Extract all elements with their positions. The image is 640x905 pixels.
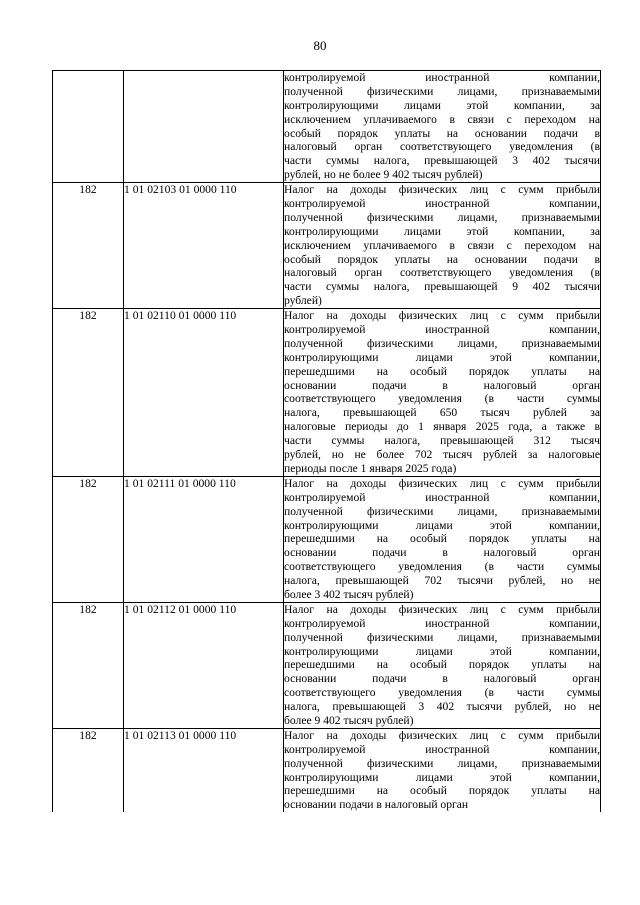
description-line: контролируемой иностранной компании, — [284, 490, 600, 504]
description-line: более 9 402 тысяч рублей) — [284, 713, 414, 727]
description-line: налога, превышающей 650 тысяч рублей за — [284, 406, 600, 420]
description-line: основании подачи в налоговый орган — [284, 672, 600, 686]
description-line: контролируемой иностранной компании, — [284, 742, 600, 756]
page-number: 80 — [313, 38, 327, 53]
description-cell — [284, 728, 601, 812]
description-line: налоговые периоды до 1 января 2025 года, а также в — [284, 420, 600, 434]
kbk-code-cell: 1 01 02111 01 0000 110 — [124, 476, 284, 602]
description-line: перешедшими на особый порядок уплаты на — [284, 784, 600, 798]
description-line: контролирующими лицами этой компании, за — [284, 224, 600, 238]
description-line: исключением уплачиваемого в связи с переходом на — [284, 112, 600, 126]
description-line: контролируемой иностранной компании, — [284, 616, 600, 630]
table-row — [53, 728, 601, 812]
table-body — [53, 71, 601, 813]
description-line: налоговый орган соответствующего уведомления (в — [284, 140, 600, 154]
description-line: части суммы налога, превышающей 3 402 тысячи — [284, 154, 600, 168]
description-line: основании подачи в налоговый орган — [284, 546, 600, 560]
description-line: перешедшими на особый порядок уплаты на — [284, 364, 600, 378]
admin-code-cell: 182 — [53, 309, 124, 477]
description-line: контролирующими лицами этой компании, за — [284, 98, 600, 112]
description-line: контролируемой иностранной компании, — [284, 71, 600, 84]
description-line: контролирующими лицами этой компании, — [284, 770, 600, 784]
description-cell — [284, 71, 601, 183]
kbk-code-cell: 1 01 02113 01 0000 110 — [124, 728, 284, 812]
description-line: основании подачи в налоговый орган — [284, 798, 469, 812]
description-line: налога, превышающей 702 тысячи рублей, но не — [284, 574, 600, 588]
admin-code-cell — [53, 71, 124, 183]
admin-code-cell: 182 — [53, 476, 124, 602]
description-line: Налог на доходы физических лиц с сумм прибыли — [284, 183, 600, 197]
description-cell — [284, 476, 601, 602]
table-row — [53, 183, 601, 309]
description-line: Налог на доходы физических лиц с сумм прибыли — [284, 309, 600, 323]
description-line: контролирующими лицами этой компании, — [284, 644, 600, 658]
description-line: части суммы налога, превышающей 312 тысяч — [284, 434, 600, 448]
table-row — [53, 309, 601, 477]
kbk-code-cell: 1 01 02112 01 0000 110 — [124, 602, 284, 728]
description-line: контролирующими лицами этой компании, — [284, 518, 600, 532]
description-cell — [284, 602, 601, 728]
description-line: полученной физическими лицами, признаваемыми — [284, 210, 600, 224]
description-line: налоговый орган соответствующего уведомления (в — [284, 266, 600, 280]
description-line: рублей, но не более 9 402 тысяч рублей) — [284, 168, 483, 182]
description-line: налога, превышающей 3 402 тысячи рублей, но не — [284, 700, 600, 714]
description-line: Налог на доходы физических лиц с сумм прибыли — [284, 602, 600, 616]
description-line: особый порядок уплаты на основании подачи в — [284, 252, 600, 266]
description-line: более 3 402 тысяч рублей) — [284, 587, 414, 601]
description-line: особый порядок уплаты на основании подачи в — [284, 126, 600, 140]
kbk-code-cell: 1 01 02103 01 0000 110 — [124, 183, 284, 309]
description-line: полученной физическими лицами, признаваемыми — [284, 630, 600, 644]
description-line: контролирующими лицами этой компании, — [284, 350, 600, 364]
description-line: соответствующего уведомления (в части суммы — [284, 392, 600, 406]
description-line: рублей) — [284, 294, 322, 308]
description-line: соответствующего уведомления (в части суммы — [284, 560, 600, 574]
kbk-code-cell — [124, 71, 284, 183]
admin-code-cell: 182 — [53, 602, 124, 728]
description-cell — [284, 183, 601, 309]
description-line: полученной физическими лицами, признаваемыми — [284, 756, 600, 770]
description-line: полученной физическими лицами, признаваемыми — [284, 504, 600, 518]
description-cell — [284, 309, 601, 477]
description-line: рублей, но не более 702 тысяч рублей за налоговые — [284, 448, 600, 462]
description-line: перешедшими на особый порядок уплаты на — [284, 658, 600, 672]
description-line: основании подачи в налоговый орган — [284, 378, 600, 392]
admin-code-cell: 182 — [53, 728, 124, 812]
description-line: Налог на доходы физических лиц с сумм прибыли — [284, 728, 600, 742]
table-row — [53, 602, 601, 728]
description-line: соответствующего уведомления (в части суммы — [284, 686, 600, 700]
description-line: исключением уплачиваемого в связи с переходом на — [284, 238, 600, 252]
description-line: контролируемой иностранной компании, — [284, 197, 600, 211]
description-line: перешедшими на особый порядок уплаты на — [284, 532, 600, 546]
description-line: периоды после 1 января 2025 года) — [284, 461, 457, 475]
kbk-code-cell: 1 01 02110 01 0000 110 — [124, 309, 284, 477]
description-line: полученной физическими лицами, признаваемыми — [284, 336, 600, 350]
admin-code-cell: 182 — [53, 183, 124, 309]
table-row — [53, 71, 601, 183]
description-line: полученной физическими лицами, признаваемыми — [284, 84, 600, 98]
description-line: части суммы налога, превышающей 9 402 тысячи — [284, 280, 600, 294]
description-line: Налог на доходы физических лиц с сумм прибыли — [284, 476, 600, 490]
table-row — [53, 476, 601, 602]
kbk-table — [52, 70, 601, 812]
description-line: контролируемой иностранной компании, — [284, 323, 600, 337]
